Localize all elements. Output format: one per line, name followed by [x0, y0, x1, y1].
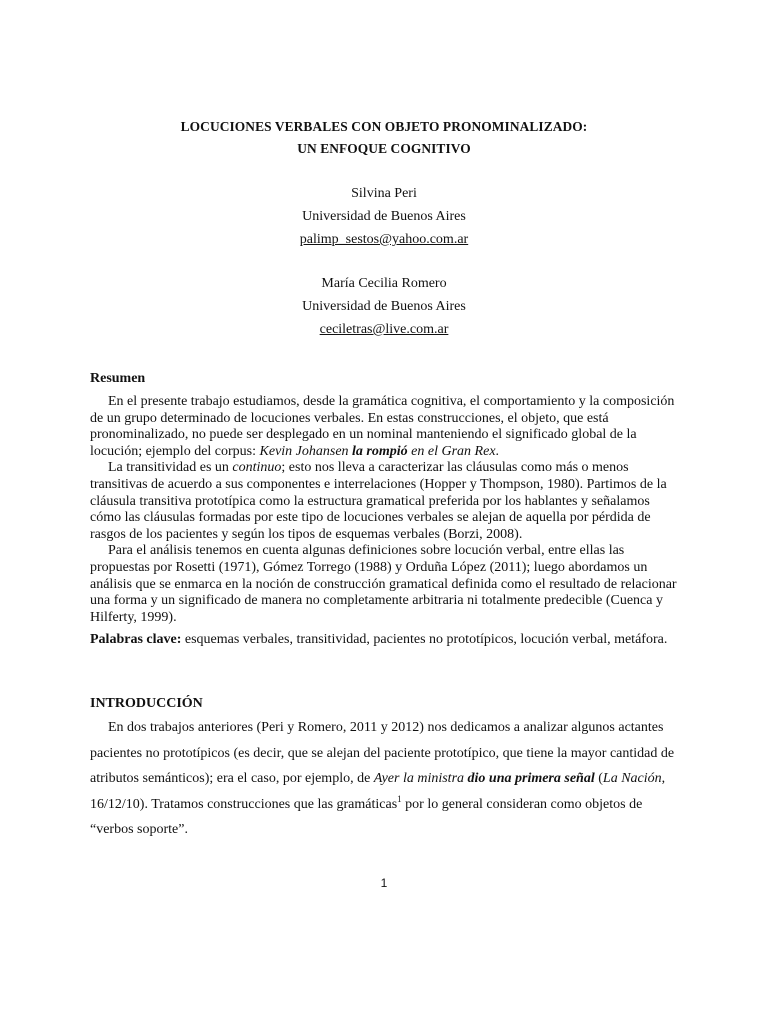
abstract-paragraph-3: Para el análisis tenemos en cuenta algunas definiciones sobre locución verbal, entre ellas las propuestas por Rosetti (1971), Gómez Torrego (1988) y Orduña López (2011); luego abordamos un análisis que se enmarca en la noción de construcción gramatical definida como el resultado de relacionar una forma y un significado de manera no completamente arbitraria ni totalmente predecible (Cuenca y Hilferty, 1999). [90, 543, 677, 625]
intro-text-c: , 16/12/10). Tratamos construcciones que las gramáticas [90, 771, 666, 812]
introduction-paragraph [90, 715, 680, 843]
abstract-p1-example-2: la rompió [352, 443, 408, 459]
author-2-email-link[interactable]: ceciletras@live.com.ar [319, 322, 449, 337]
abstract-p1-example-1: Kevin Johansen [259, 443, 353, 459]
introduction-heading: INTRODUCCIÓN [90, 696, 203, 711]
author-1-name: Silvina Peri [351, 186, 417, 201]
abstract-p2-text-b: ; esto nos lleva a caracterizar las cláusulas como más o menos transitivas de acuerdo a sus componentes e interrelaciones (Hopper y Thompson, 1980). Partimos de la cláusula transitiva prototípica como la estructura gramatical preferida por los hablantes y señalamos cómo las cláusulas formadas por este tipo de locuciones verbales se alejan de aquella por pérdida de rasgos de los pacientes y según los tipos de esquemas verbales (Borzi, 2008). [90, 460, 667, 542]
page-number: 1 [380, 876, 388, 890]
abstract-paragraph-1 [90, 394, 680, 460]
author-1-email-link[interactable]: palimp_sestos@yahoo.com.ar [299, 232, 469, 247]
intro-example-1: Ayer la ministra [373, 771, 468, 787]
intro-text-a: En dos trabajos anteriores (Peri y Romero, 2011 y 2012) nos dedicamos a analizar algunos actantes pacientes no prototípicos (es decir, que se alejan del paciente prototípico, que tiene la mayor cantidad de atributos semánticos); era el caso, por ejemplo, de [90, 720, 675, 787]
abstract-p2-italic: continuo [232, 460, 282, 476]
abstract-p1-example-3: en el Gran Rex [407, 443, 496, 459]
author-2-affiliation: Universidad de Buenos Aires [302, 299, 466, 314]
keywords-label: Palabras clave: [90, 632, 182, 648]
abstract-heading: Resumen [90, 371, 146, 386]
title-line-2: UN ENFOQUE COGNITIVO [297, 141, 471, 156]
keywords [90, 626, 680, 653]
abstract-p1-text: En el presente trabajo estudiamos, desde la gramática cognitiva, el comportamiento y la composición de un grupo determinado de locuciones verbales. En estas construcciones, el objeto, que está pronominalizado, no puede ser desplegado en un nominal manteniendo el significado global de la locución; ejemplo del corpus: [90, 394, 675, 459]
abstract-body [90, 394, 680, 653]
abstract-p1-end: . [495, 443, 500, 459]
intro-source: La Nación [602, 771, 662, 787]
footnote-marker[interactable]: 1 [397, 793, 402, 804]
author-1-affiliation: Universidad de Buenos Aires [302, 209, 466, 224]
abstract-paragraph-2 [90, 460, 680, 543]
intro-example-2: dio una primera señal [467, 771, 595, 787]
introduction-body [90, 715, 680, 843]
author-2-email-row [0, 322, 768, 338]
author-1-email-row [0, 232, 768, 248]
author-2-name: María Cecilia Romero [321, 276, 447, 291]
intro-text-d: por lo general consideran como objetos de “verbos soporte”. [90, 796, 643, 838]
keywords-text: esquemas verbales, transitividad, pacientes no prototípicos, locución verbal, metáfora. [181, 632, 668, 648]
abstract-p2-text-a: La transitividad es un [108, 460, 233, 476]
intro-text-b: ( [594, 771, 603, 787]
title-line-1: LOCUCIONES VERBALES CON OBJETO PRONOMINALIZADO: [180, 119, 588, 134]
